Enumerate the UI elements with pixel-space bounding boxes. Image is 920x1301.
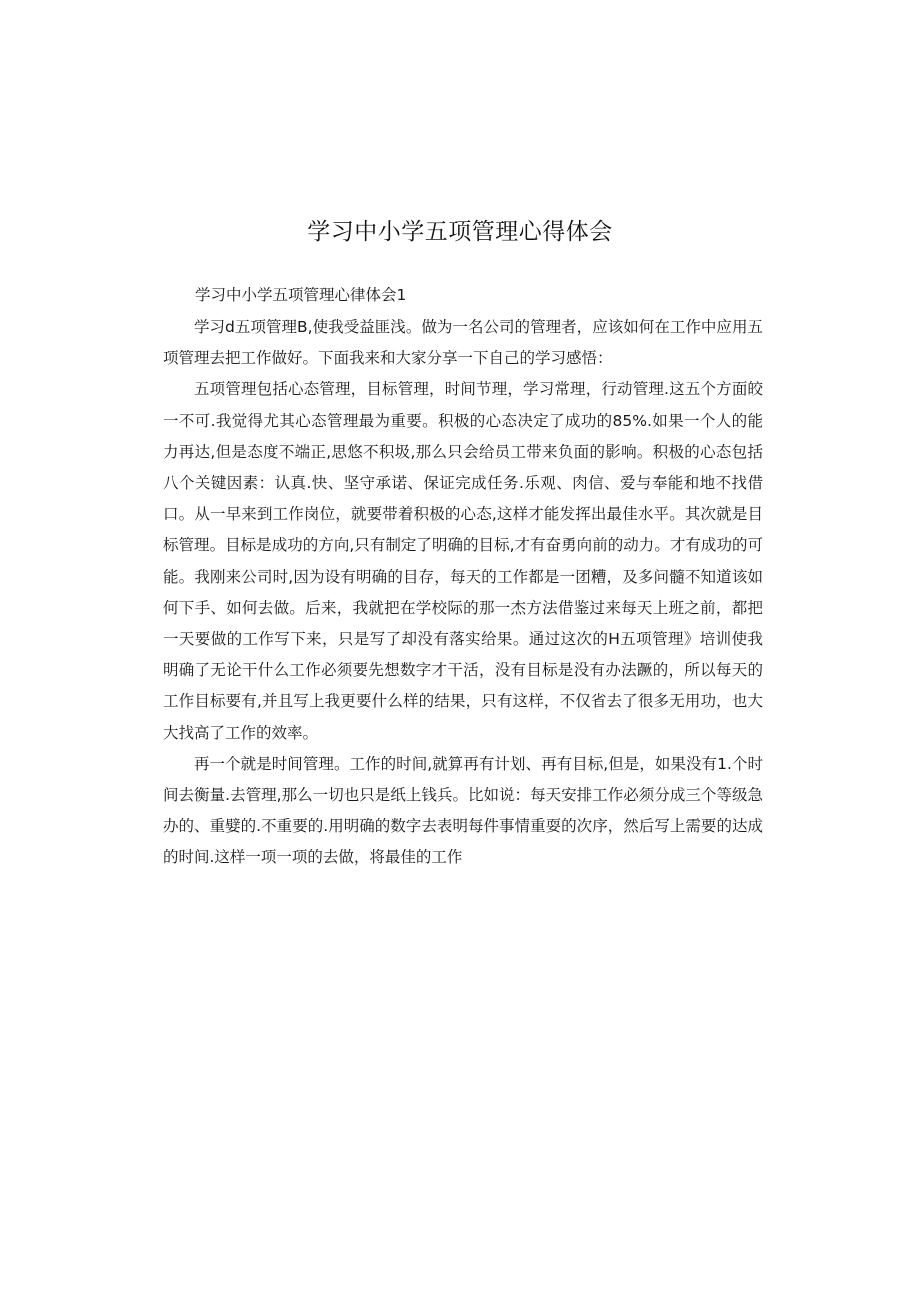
section-subtitle: 学习中小学五项管理心律体会1 — [195, 286, 407, 304]
document-title: 学习中小学五项管理心得体会 — [307, 219, 613, 245]
paragraph-mindset-goal: 五项管理包括心态管理，目标管理，时间节理，学习常理，行动管理.这五个方面皎一不可.我觉得尤其心态管理最为重要。积极的心态决定了成功的85%.如果一个人的能力再达,但是态度不端正,思悠不积圾,那么只会给员工带来负面的影响。积极的心态包括八个关键因素：认真.快、坚守承诺、保证完成任务.乐观、肉信、爱与奉能和地不找借口。从一早来到工作岗位，就要带着积极的心态,这样才能发挥出最佳水平。其次就是目标管理。目标是成功的方向,只有制定了明确的目标,才有奋勇向前的动力。才有成功的可能。我刚来公司时,因为设有明确的目存，每天的工作都是一团糟，及多问髓不知道该如何下手、如何去做。后来，我就把在学校际的那一杰方法借鉴过来每天上班之前，都把一天要做的工作写下来，只是写了却没有落实给果。通过这次的H五项管理》培训使我明确了无论干什么工作必须要先想数字才干活，没有目标是没有办法蹶的，所以每天的工作目标要有,并且写上我更要什么样的结果，只有这样，不仅省去了很多无用功，也大大找高了工作的效率。 — [163, 380, 763, 742]
paragraph-intro: 学习d五项管理B,使我受益匪浅。做为一名公司的管理者，应该如何在工作中应用五项管理去把工作做好。下面我来和大家分享一下自己的学习感悟： — [163, 318, 763, 368]
paragraph-time-management: 再一个就是时间管理。工作的时间,就算再有计划、再有目标,但是，如果没有1.个时间去衡量.去管理,那么一切也只是纸上钱兵。比如说：每天安排工作必须分成三个等级急办的、重嬖的.不重要的.用明确的数字去表明每件事情重耍的次序，然后写上需要的达成的时间.这样一项一项的去做，将最佳的工作 — [163, 754, 763, 867]
document-body — [163, 280, 763, 874]
